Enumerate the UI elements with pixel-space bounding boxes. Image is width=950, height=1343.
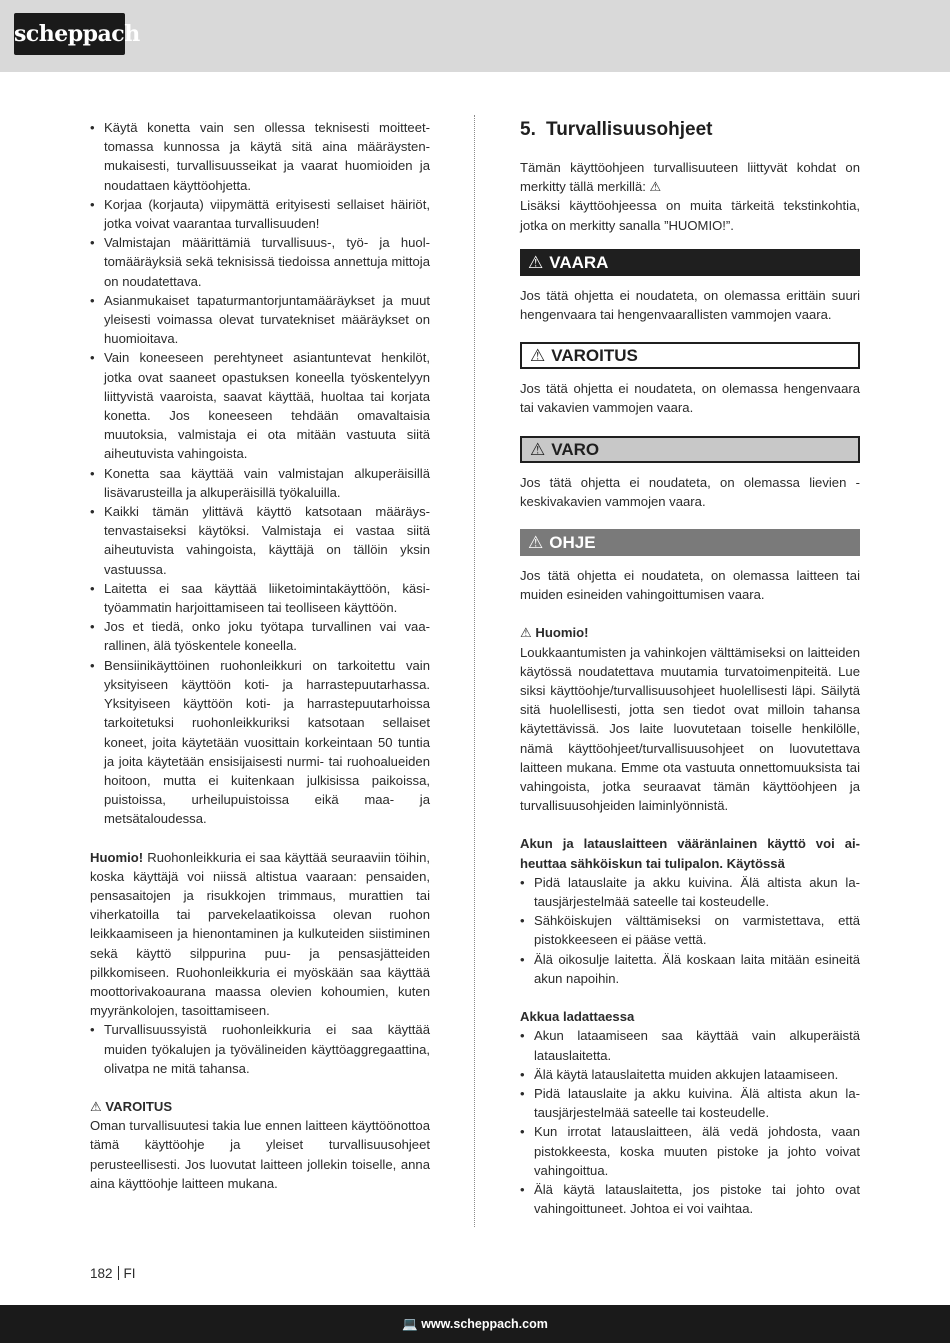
list-item: • Turvallisuussyistä ruohonleikkuria ei saa käyttää muiden työkalujen ja työvälineiden käyttöaggregaattina, olivatpa ne mitä tahansa. xyxy=(90,1020,430,1078)
huomio-text: Ruohonleikkuria ei saa käyttää seuraaviin töihin, koska käyttäjä voi niissä altistua vaaraan: pensaiden, pensasaitojen ja risukkojen trimmaus, murattien tai viherkatoilla tai parvekelaatikoissa olevan ruohon leikkaamiseen ja hienontaminen ja kulkuteiden siistiminen sekä käyttö silppurina puu- ja pensasjätteiden pilkkomiseen. Ruohonleikkuria ei myöskään saa käyttää moottorivakoaurana maassa olevien kohoumien, kuten myyränkolojen, tasoittamiseen. xyxy=(90,849,430,1019)
huomio-bullet-list xyxy=(90,1020,430,1078)
bottom-bar xyxy=(0,1305,950,1343)
akku-bullet-list xyxy=(520,873,860,988)
warning-triangle-icon: ⚠ xyxy=(530,439,546,459)
brand-logo: scheppach xyxy=(14,13,125,55)
varoitus-text: Oman turvallisuutesi takia lue ennen laitteen käyttöönottoa tämä käyttöohje ja yleiset turvallisuusohjeet perusteellisesti. Jos luovutat laitteen jollekin toiselle, anna aina käyttöohje laitteen mukana. xyxy=(90,1118,430,1191)
lataus-heading: Akkua ladattaessa xyxy=(520,1009,635,1025)
list-item: • Älä käytä latauslaitetta, jos pistoke tai johto ovat vahingoittuneet. Johtoa ei voi vaihtaa. xyxy=(520,1180,860,1218)
list-item: • Kaikki tämän ylittävä käyttö katsotaan määräystenvastaiseksi käytöksi. Valmistaja ei vastaa siitä aiheutuvista vahingoista, käyttäjä on tällöin yksin vastuussa. xyxy=(90,502,430,579)
list-item: • Älä oikosulje laitetta. Älä koskaan laita mitään esineitä akun napoihin. xyxy=(520,950,860,988)
section-title xyxy=(520,118,860,142)
footer-separator xyxy=(118,1266,119,1280)
warning-triangle-icon: ⚠ xyxy=(528,252,544,272)
varoitus-box xyxy=(520,342,860,369)
varo-label: VARO xyxy=(551,439,600,459)
list-item: • Kun irrotat latauslaitteen, älä vedä johdosta, vaan pistokkeesta, koska muuten pistoke ja johto voivat vahingoittua. xyxy=(520,1122,860,1180)
vaara-label: VAARA xyxy=(549,252,609,272)
warning-triangle-icon: ⚠ xyxy=(530,346,546,366)
section-title-text: Turvallisuusohjeet xyxy=(546,119,713,140)
akku-heading: Akun ja latauslaitteen vääränlainen käyttö voi aiheuttaa sähköiskun tai tulipalon. Käytössä xyxy=(520,836,860,871)
page-footer xyxy=(90,1265,136,1283)
varoitus-label: VAROITUS xyxy=(551,346,638,366)
page-number: 182 xyxy=(90,1266,113,1281)
intro-paragraph-2: Lisäksi käyttöohjeessa on muita tärkeitä tekstinkohtia, jotka on merkitty sanalla ”HUOMIO!”. xyxy=(520,198,860,233)
ohje-box xyxy=(520,529,860,556)
list-item: • Bensiinikäyttöinen ruohonleikkuri on tarkoitettu vain yksityiseen käyttöön koti- ja harrastepuutarhassa. Yksityiseen käyttöön koti- ja harrastepuutarhoissa tarkoitetuksi ruohonleikkuriksi katsotaan sellaiset koneet, joita käytetään vuosittain korkeintaan 50 tuntia ja joita käytetään ensisijaisesti nurmi- tai ruohoalueiden hoitoon, mutta ei kuitenkaan julkisissa paikoissa, puistoissa, urheilupuistoissa eikä maa- ja metsätaloudessa. xyxy=(90,656,430,829)
warning-triangle-icon: ⚠ xyxy=(520,625,532,641)
warning-triangle-icon: ⚠ xyxy=(90,1098,102,1114)
varo-text: Jos tätä ohjetta ei noudateta, on olemassa lievien - keskivakavien vammojen vaara. xyxy=(520,474,860,509)
varo-box xyxy=(520,436,860,463)
list-item: • Laitetta ei saa käyttää liiketoimintakäyttöön, käsityöammatin harjoittamiseen tai teolliseen käyttöön. xyxy=(90,579,430,617)
left-column xyxy=(90,118,430,1193)
left-bullet-list xyxy=(90,118,430,829)
list-item: • Konetta saa käyttää vain valmistajan alkuperäisillä lisävarusteilla ja alkuperäisillä työkaluilla. xyxy=(90,464,430,502)
right-column xyxy=(520,118,860,1218)
computer-icon: 💻 xyxy=(402,1317,418,1331)
column-divider xyxy=(474,115,475,1227)
huomio-label: Huomio! xyxy=(90,849,144,865)
huomio-paragraph xyxy=(90,848,430,1021)
warning-triangle-icon: ⚠ xyxy=(528,533,544,553)
huomio-text: Loukkaantumisten ja vahinkojen välttämiseksi on laitteiden käytössä noudatettava muutamia turvatoimenpiteitä. Lue siksi käyttöohje/turvallisuusohjeet huolellisesti läpi. Säilytä sitä huolellisesti, jotta sen tiedot ovat milloin tahansa käytettävissä. Jos laite luovutetaan toiselle henkilölle, nämä käyttöohjeet/turvallisuusohjeet on luovutettava laitteen mukana. Emme ota vastuuta onnettomuuksista tai vahingoista, jotka seuraavat tämän käyttöohjeen ja turvallisuusohjeiden laiminlyönnistä. xyxy=(520,644,860,814)
huomio-heading xyxy=(520,623,860,642)
huomio-label: Huomio! xyxy=(535,625,589,641)
list-item: • Asianmukaiset tapaturmantorjuntamääräykset ja muut yleisesti voimassa olevat turvatekniset määräykset on huomioitava. xyxy=(90,291,430,349)
list-item: • Käytä konetta vain sen ollessa teknisesti moitteettomassa kunnossa ja käytä sitä aina määräystenmukaisesti, turvallisuusseikat ja vaarat huomioiden ja noudattaen käyttöohjetta. xyxy=(90,118,430,195)
vaara-text: Jos tätä ohjetta ei noudateta, on olemassa erittäin suuri hengenvaara tai hengenvaarallisten vammojen vaara. xyxy=(520,287,860,323)
ohje-label: OHJE xyxy=(549,533,596,553)
ohje-text: Jos tätä ohjetta ei noudateta, on olemassa laitteen tai muiden esineiden vahingoittumisen vaara. xyxy=(520,568,860,603)
website-link[interactable]: www.scheppach.com xyxy=(421,1317,548,1331)
varoitus-label: VAROITUS xyxy=(105,1098,173,1114)
list-item: • Korjaa (korjauta) viipymättä erityisesti sellaiset häiriöt, jotka voivat vaarantaa turvallisuuden! xyxy=(90,195,430,233)
section-number: 5. xyxy=(520,119,536,140)
vaara-box xyxy=(520,249,860,276)
page-language: FI xyxy=(123,1266,136,1281)
varoitus-text: Jos tätä ohjetta ei noudateta, on olemassa hengenvaara tai vakavien vammojen vaara. xyxy=(520,381,860,416)
varoitus-heading xyxy=(90,1097,430,1116)
list-item: • Sähköiskujen välttämiseksi on varmistettava, että pistokkeeseen ei pääse vettä. xyxy=(520,911,860,949)
list-item: • Älä käytä latauslaitetta muiden akkujen lataamiseen. xyxy=(520,1065,860,1084)
list-item: • Valmistajan määrittämiä turvallisuus-, työ- ja huoltomääräyksiä sekä teknisissä tiedoissa annettuja mittoja on noudatettava. xyxy=(90,233,430,291)
list-item: • Pidä latauslaite ja akku kuivina. Älä altista akun latausjärjestelmää sateelle tai kosteudelle. xyxy=(520,873,860,911)
list-item: • Vain koneeseen perehtyneet asiantuntevat henkilöt, jotka ovat saaneet opastuksen koneella työskentelyyn liittyvistä vaaroista, saavat käyttää, huoltaa tai korjata konetta. Jos koneeseen tehdään omavaltaisia muutoksia, valmistaja ei ota mitään vastuuta siitä aiheutuvista vahingoista. xyxy=(90,348,430,463)
header-bar xyxy=(0,0,950,72)
list-item: • Jos et tiedä, onko joku työtapa turvallinen vai vaarallinen, älä työskentele koneella. xyxy=(90,617,430,655)
lataus-bullet-list xyxy=(520,1026,860,1218)
list-item: • Akun lataamiseen saa käyttää vain alkuperäistä latauslaitetta. xyxy=(520,1026,860,1064)
intro-paragraph-1: Tämän käyttöohjeen turvallisuuteen liittyvät kohdat on merkitty tällä merkillä: ⚠ xyxy=(520,160,860,195)
list-item: • Pidä latauslaite ja akku kuivina. Älä altista akun latausjärjestelmää sateelle tai kosteudelle. xyxy=(520,1084,860,1122)
